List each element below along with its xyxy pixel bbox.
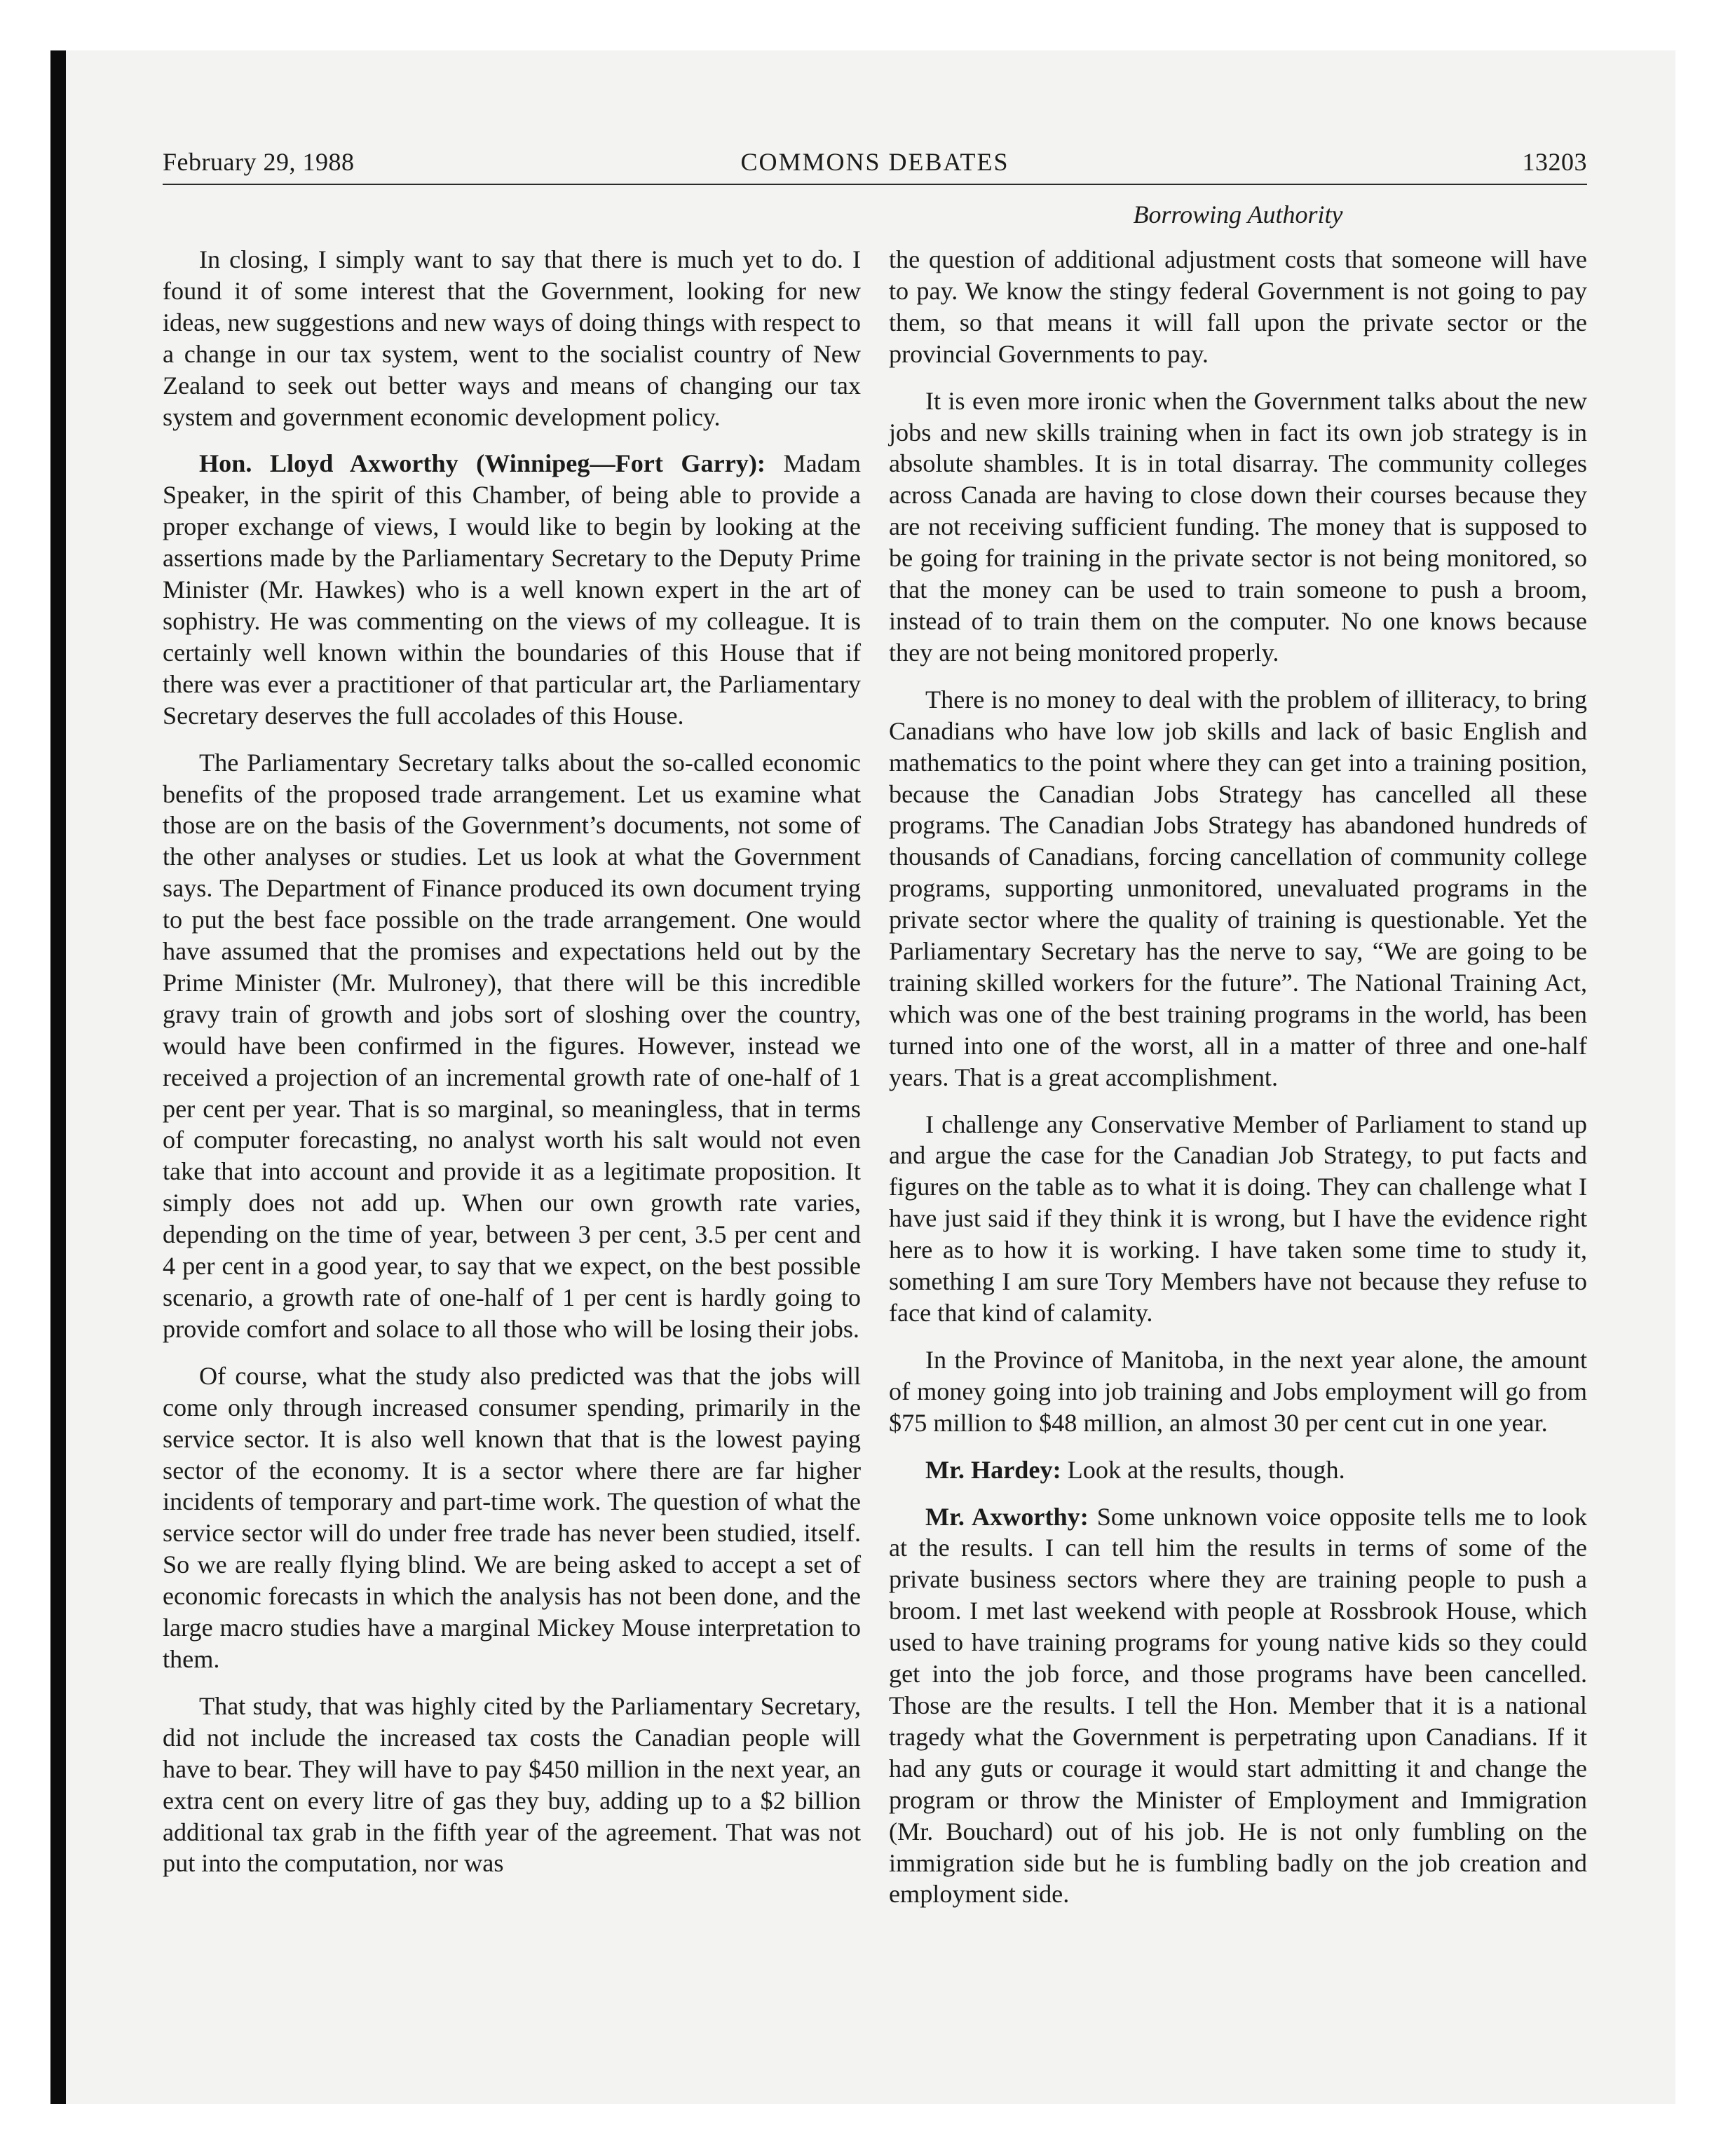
speech-text: Some unknown voice opposite tells me to look at the results. I can tell him the results in terms of some of the private business sectors where they are training people to push a broom. I met last weekend with people at Rossbrook House, which used to have training programs for young native kids so they could get into the job force, and those programs have been cancelled. Those are the results. I tell the Hon. Member that it is a national tragedy what the Government is perpetrating upon Canadians. If it had any guts or courage it would start admitting it and change the program or throw the Minister of Employment and Immigration (Mr. Bouchard) out of his job. He is not only fumbling on the immigration side but he is fumbling badly on the job creation and employment side. [889, 1502, 1587, 1909]
header-page-number: 13203 [1522, 148, 1587, 176]
left-column [163, 238, 861, 1895]
speech-text: Look at the results, though. [1061, 1455, 1345, 1484]
speech-text: Madam Speaker, in the spirit of this Chamber, of being able to provide a proper exchange of views, I would like to begin by looking at the assertions made by the Parliamentary Secretary to the Deputy Prime Minister (Mr. Hawkes) who is a well known expert in the art of sophistry. He was commenting on the views of my colleague. It is certainly well known within the boundaries of this House that if there was ever a practitioner of that particular art, the Parliamentary Secretary deserves the full accolades of this House. [163, 449, 862, 730]
left-paragraph-5: That study, that was highly cited by the Parliamentary Secretary, did not include the increased tax costs the Canadian people will have to bear. They will have to pay $450 million in the next year, an extra cent on every litre of gas they buy, adding up to a $2 billion additional tax grab in the fifth year of the agreement. That was not put into the computation, nor was [163, 1691, 861, 1878]
right-paragraph-7 [889, 1501, 1587, 1911]
right-paragraph-1: the question of additional adjustment costs that someone will have to pay. We know the stingy federal Government is not going to pay them, so that means it will fall upon the private sector or the provincial Governments to pay. [889, 245, 1587, 368]
speaker-name: Mr. Axworthy: [925, 1502, 1089, 1531]
header-publication: COMMONS DEBATES [740, 148, 1009, 176]
right-paragraph-2: It is even more ironic when the Government talks about the new jobs and new skills training when in fact its own job strategy is in absolute shambles. It is in total disarray. The community colleges across Canada are having to close down their courses because they are not receiving sufficient funding. The money that is supposed to be going for training in the private sector is not being monitored, so that the money can be used to train someone to push a broom, instead of to train them on the computer. No one knows because they are not being monitored properly. [889, 386, 1587, 667]
right-paragraph-5: In the Province of Manitoba, in the next year alone, the amount of money going into job training and Jobs employment will go from $75 million to $48 million, an almost 30 per cent cut in one year. [889, 1345, 1587, 1437]
header-date: February 29, 1988 [163, 148, 355, 176]
scan-border-edge [50, 50, 66, 2104]
left-paragraph-3: The Parliamentary Secretary talks about the so-called economic benefits of the proposed trade arrangement. Let us examine what those are on the basis of the Government’s documents, not some of the other analyses or studies. Let us look at what the Government says. The Department of Finance produced its own document trying to put the best face possible on the trade arrangement. One would have assumed that the promises and expectations held out by the Prime Minister (Mr. Mulroney), that there will be this incredible gravy train of growth and jobs sort of sloshing over the country, would have been confirmed in the figures. However, instead we received a projection of an incremental growth rate of one-half of 1 per cent per year. That is so marginal, so meaningless, that in terms of computer forecasting, no analyst worth his salt would not even take that into account and provide it as a legitimate proposition. It simply does not add up. When our own growth rate varies, depending on the time of year, between 3 per cent, 3.5 per cent and 4 per cent in a good year, to say that we expect, on the best possible scenario, a growth rate of one-half of 1 per cent is hardly going to provide comfort and solace to all those who will be losing their jobs. [163, 748, 861, 1343]
left-paragraph-2 [163, 448, 861, 731]
right-paragraph-3: There is no money to deal with the problem of illiteracy, to bring Canadians who have low job skills and lack of basic English and mathematics to the point where they can get into a training position, because the Canadian Jobs Strategy has cancelled all these programs. The Canadian Jobs Strategy has abandoned hundreds of thousands of Canadians, forcing cancellation of community college programs, supporting unmonitored, unevaluated programs in the private sector where the quality of training is questionable. Yet the Parliamentary Secretary has the nerve to say, “We are going to be training skilled workers for the future”. The National Training Act, which was one of the best training programs in the world, has been turned into one of the worst, all in a matter of three and one-half years. That is a great accomplishment. [889, 685, 1587, 1091]
section-title: Borrowing Authority [1133, 200, 1343, 228]
page-header [163, 144, 1587, 185]
right-paragraph-6 [889, 1454, 1587, 1486]
speaker-name: Mr. Hardey: [925, 1455, 1061, 1484]
speaker-name: Hon. Lloyd Axworthy (Winnipeg—Fort Garry): [199, 449, 766, 478]
right-column [889, 238, 1587, 1925]
right-paragraph-4: I challenge any Conservative Member of Parliament to stand up and argue the case for the Canadian Job Strategy, to put facts and figures on the table as to what it is doing. They can challenge what I have just said if they think it is wrong, but I have the evidence right here as to how it is working. I have taken some time to study it, something I am sure Tory Members have not because they refuse to face that kind of calamity. [889, 1110, 1587, 1327]
left-paragraph-1: In closing, I simply want to say that there is much yet to do. I found it of some interest that the Government, looking for new ideas, new suggestions and new ways of doing things with respect to a change in our tax system, went to the socialist country of New Zealand to seek out better ways and means of changing our tax system and government economic development policy. [163, 245, 861, 431]
left-paragraph-4: Of course, what the study also predicted was that the jobs will come only through increased consumer spending, primarily in the service sector. It is also well known that that is the lowest paying sector of the economy. It is a sector where there are far higher incidents of temporary and part-time work. The question of what the service sector will do under free trade has never been studied, itself. So we are really flying blind. We are being asked to accept a set of economic forecasts in which the analysis has not been done, and the large macro studies have a marginal Mickey Mouse interpretation to them. [163, 1361, 861, 1673]
